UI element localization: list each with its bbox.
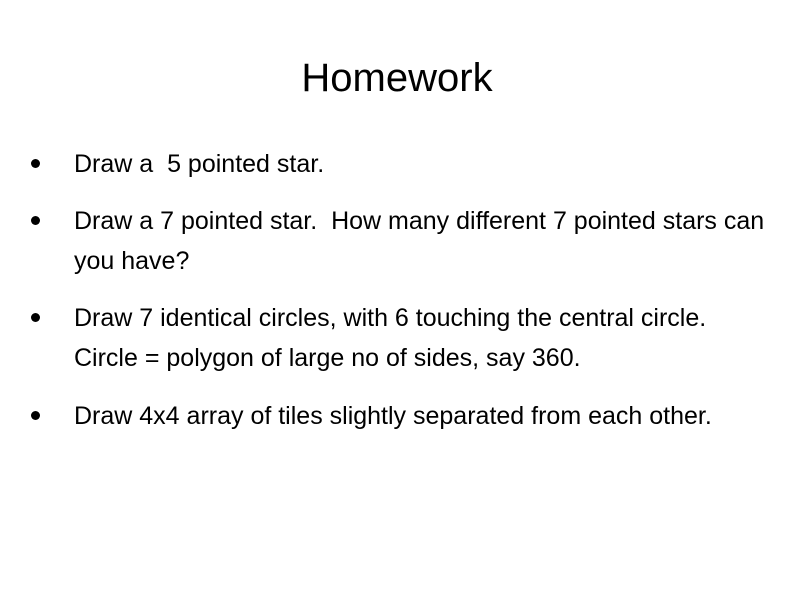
bullet-item xyxy=(74,201,774,281)
bullet-dot-icon xyxy=(31,216,40,225)
bullet-text: Draw a 7 pointed star. How many different 7 pointed stars can you have? xyxy=(74,207,772,275)
bullet-dot-icon xyxy=(31,159,40,168)
bullet-text: Draw 4x4 array of tiles slightly separated from each other. xyxy=(74,402,712,430)
bullet-item xyxy=(74,298,774,378)
bullet-dot-icon xyxy=(31,411,40,420)
bullet-text: Draw 7 identical circles, with 6 touching the central circle. Circle = polygon of large no of sides, say 360. xyxy=(74,304,721,372)
bullet-item xyxy=(74,144,774,184)
bullet-text: Draw a 5 pointed star. xyxy=(74,150,325,178)
bullet-dot-icon xyxy=(31,313,40,322)
slide-title: Homework xyxy=(301,56,493,100)
bullet-item xyxy=(74,396,774,436)
